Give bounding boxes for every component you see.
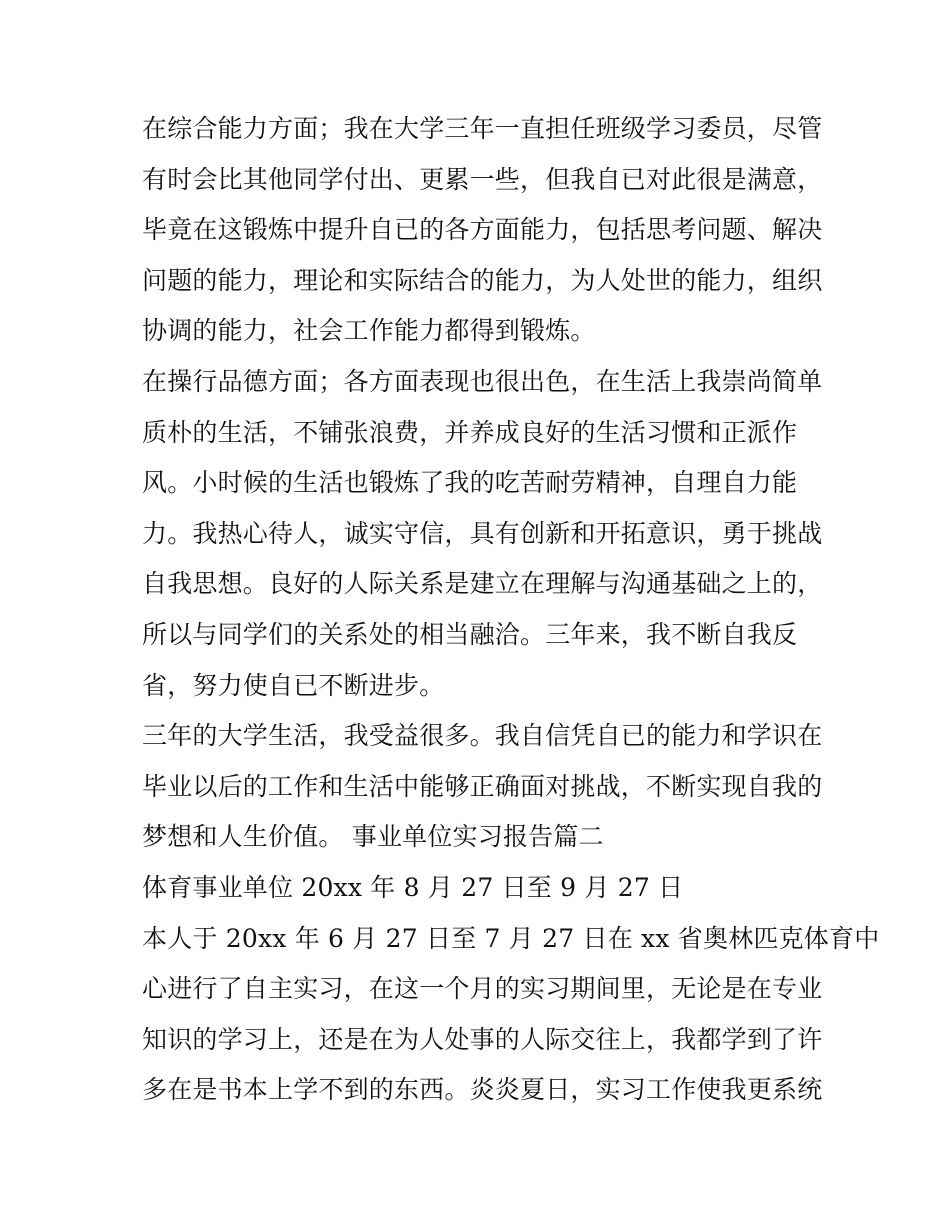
text-line: 心进行了自主实习，在这一个月的实习期间里，无论是在专业: [142, 974, 823, 1004]
text-line: 在操行品德方面；各方面表现也很出色，在生活上我崇尚简单: [142, 366, 823, 396]
text-line: 问题的能力，理论和实际结合的能力，为人处世的能力，组织: [142, 265, 823, 295]
text-line: 三年的大学生活，我受益很多。我自信凭自已的能力和学识在: [142, 721, 823, 751]
text-line: 毕业以后的工作和生活中能够正确面对挑战，不断实现自我的: [142, 771, 823, 801]
text-line: 质朴的生活，不铺张浪费，并养成良好的生活习惯和正派作: [142, 417, 798, 447]
text-line: 所以与同学们的关系处的相当融洽。三年来，我不断自我反: [142, 619, 798, 649]
text-line: 知识的学习上，还是在为人处事的人际交往上，我都学到了许: [142, 1024, 823, 1054]
text-line: 协调的能力，社会工作能力都得到锻炼。: [142, 316, 596, 346]
document-body: [142, 104, 880, 1116]
text-line: 在综合能力方面；我在大学三年一直担任班级学习委员，尽管: [142, 114, 823, 143]
text-line: 梦想和人生价值。 事业单位实习报告篇二: [142, 822, 604, 852]
text-line: 自我思想。良好的人际关系是建立在理解与沟通基础之上的，: [142, 569, 823, 599]
text-line: 多在是书本上学不到的东西。炎炎夏日，实习工作使我更系统: [142, 1075, 823, 1105]
text-line: 力。我热心待人，诚实守信，具有创新和开拓意识，勇于挑战: [142, 518, 823, 548]
text-line: 毕竟在这锻炼中提升自已的各方面能力，包括思考问题、解决: [142, 215, 823, 245]
text-line: 本人于 20xx 年 6 月 27 日至 7 月 27 日在 xx 省奥林匹克体育中: [142, 923, 880, 953]
text-line: 有时会比其他同学付出、更累一些，但我自已对此很是满意，: [142, 164, 823, 194]
section-date-line: 体育事业单位 20xx 年 8 月 27 日至 9 月 27 日: [142, 872, 684, 902]
text-line: 省，努力使自已不断进步。: [142, 670, 445, 700]
text-line: 风。小时候的生活也锻炼了我的吃苦耐劳精神，自理自力能: [142, 468, 798, 498]
